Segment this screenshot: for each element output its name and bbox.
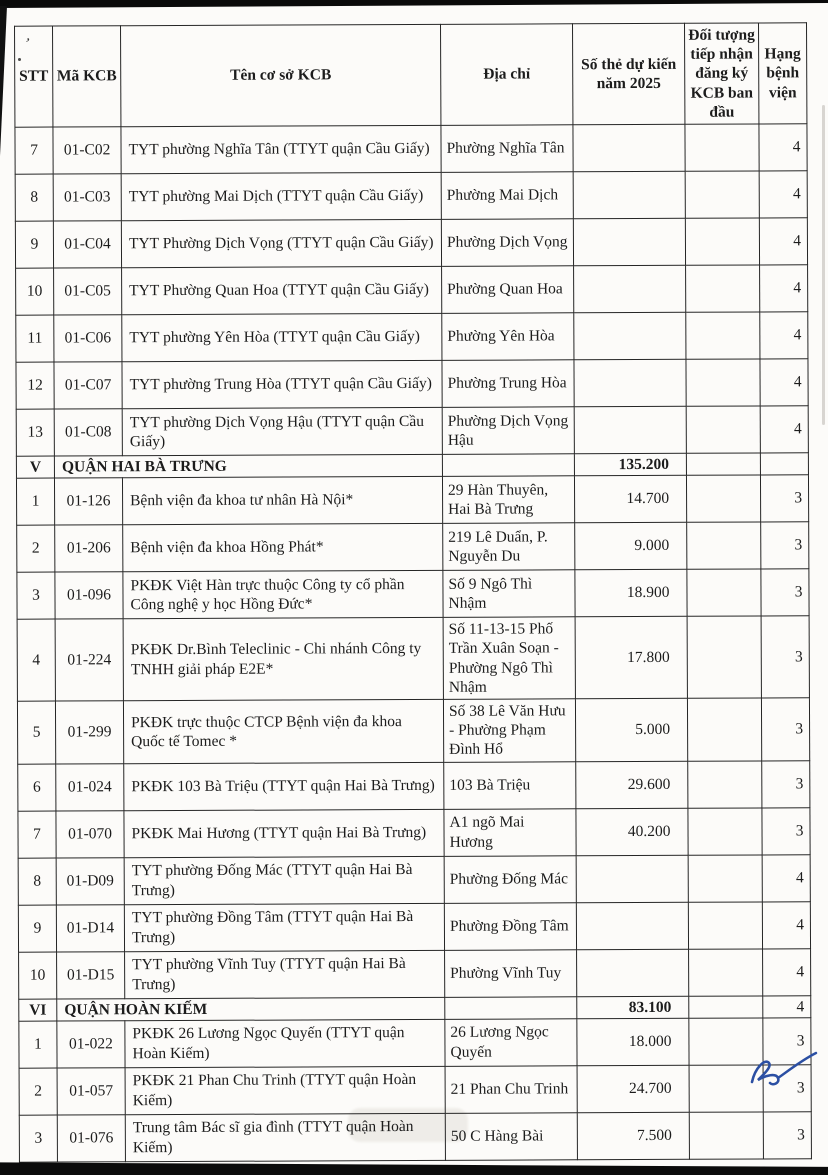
cell-facility-code: 01-224	[55, 619, 123, 701]
cell-subject	[685, 171, 759, 218]
cell-subject	[688, 902, 762, 949]
cell-facility-name: PKĐK 21 Phan Chu Trinh (TTYT quận Hoàn Kiếm)	[125, 1066, 445, 1114]
row-index: 10	[19, 952, 57, 999]
cell-subject	[688, 855, 762, 902]
cell-cards-total: 135.200	[574, 453, 686, 475]
cell-facility-name: TYT Phường Quan Hoa (TTYT quận Cầu Giấy)	[122, 266, 442, 314]
header-hang-benh-vien: Hạng bệnh viện	[758, 23, 806, 124]
header-dia-chi: Địa chỉ	[441, 24, 573, 126]
table-row	[17, 698, 809, 764]
cell-expected-cards: 40.200	[576, 808, 688, 855]
cell-hospital-rank: 4	[763, 995, 811, 1017]
header-ma-kcb: Mã KCB	[53, 26, 121, 127]
table-row	[16, 312, 808, 362]
cell-facility-name: TYT phường Đồng Tâm (TTYT quận Hai Bà Trưng)	[124, 903, 444, 951]
cell-facility-code: 01-126	[54, 478, 122, 525]
row-index: 2	[17, 525, 55, 572]
cell-hospital-rank: 4	[759, 218, 807, 265]
table-row	[16, 265, 808, 315]
table-body	[15, 124, 812, 1162]
table-row	[15, 218, 807, 268]
cell-facility-name: TYT phường Yên Hòa (TTYT quận Cầu Giấy)	[122, 313, 442, 361]
cell-facility-name: TYT phường Đống Mác (TTYT quận Hai Bà Trưng)	[124, 856, 444, 904]
facility-table-sheet	[14, 22, 811, 1162]
cell-facility-code: 01-D15	[57, 951, 125, 998]
cell-hospital-rank	[760, 453, 808, 475]
table-header	[15, 23, 807, 128]
cell-address: A1 ngõ Mai Hương	[444, 808, 576, 856]
cell-facility-code: 01-206	[55, 525, 123, 572]
cell-expected-cards	[573, 124, 685, 171]
cell-address	[445, 996, 577, 1019]
cell-facility-code: 01-024	[56, 763, 124, 810]
table-row	[15, 171, 807, 221]
cell-subject	[686, 265, 760, 312]
table-row	[15, 124, 807, 174]
cell-expected-cards	[574, 312, 686, 359]
cell-facility-code: 01-C02	[53, 127, 121, 174]
cell-expected-cards	[576, 902, 688, 949]
row-index: 1	[16, 478, 54, 525]
cell-expected-cards	[577, 949, 689, 996]
cell-facility-code: 01-C08	[54, 409, 122, 456]
header-ten-co-so: Tên cơ sở KCB	[121, 24, 441, 126]
cell-facility-code: 01-C07	[54, 362, 122, 409]
row-index: 3	[19, 1115, 57, 1162]
cell-facility-name: TYT phường Vĩnh Tuy (TTYT quận Hai Bà Trưng)	[125, 950, 445, 998]
cell-expected-cards	[574, 265, 686, 312]
cell-hospital-rank: 4	[760, 312, 808, 359]
section-index: VI	[19, 999, 57, 1021]
cell-expected-cards: 9.000	[575, 522, 687, 569]
table-row	[19, 1111, 811, 1161]
cell-hospital-rank: 3	[761, 698, 809, 761]
table-row	[16, 359, 808, 409]
cell-address: Phường Nghĩa Tân	[441, 125, 573, 173]
pen-tick-mark: ’	[21, 35, 32, 53]
cell-hospital-rank: 3	[762, 807, 810, 854]
cell-hospital-rank: 3	[760, 475, 808, 522]
cell-subject	[686, 312, 760, 359]
cell-subject	[687, 698, 761, 761]
cell-hospital-rank: 3	[761, 522, 809, 569]
header-doi-tuong: Đối tượng tiếp nhận đăng ký KCB ban đầu	[684, 23, 758, 124]
cell-hospital-rank: 3	[763, 1111, 811, 1158]
cell-address: Phường Mai Dịch	[441, 172, 573, 220]
cell-expected-cards: 14.700	[574, 475, 686, 522]
table-row	[18, 760, 810, 810]
cell-address: 21 Phan Chu Trinh	[445, 1065, 577, 1113]
row-index: 6	[18, 764, 56, 811]
table-row	[18, 807, 810, 857]
cell-facility-code: 01-D09	[56, 857, 124, 904]
cell-hospital-rank: 4	[762, 901, 810, 948]
cell-address: Số 11-13-15 Phố Trần Xuân Soạn - Phường Ngô Thì Nhậm	[443, 617, 575, 699]
cell-facility-name: PKĐK trực thuộc CTCP Bệnh viện đa khoa Quốc tế Tomec *	[123, 699, 443, 763]
cell-subject	[688, 808, 762, 855]
cell-hospital-rank: 3	[761, 616, 809, 698]
cell-facility-name: PKĐK 26 Lương Ngọc Quyến (TTYT quận Hoàn Kiếm)	[125, 1019, 445, 1067]
table-row	[17, 569, 809, 619]
cell-facility-code: 01-076	[57, 1114, 125, 1161]
cell-facility-code: 01-D14	[56, 904, 124, 951]
cell-subject	[685, 218, 759, 265]
table-row	[17, 522, 809, 572]
cell-expected-cards: 5.000	[575, 698, 687, 761]
table-row	[19, 1064, 811, 1114]
cell-subject	[689, 1112, 763, 1159]
cell-hospital-rank: 3	[763, 1064, 811, 1111]
cell-subject	[686, 406, 760, 453]
cell-hospital-rank: 3	[763, 1017, 811, 1064]
cell-facility-code: 01-070	[56, 810, 124, 857]
cell-subject	[685, 124, 759, 171]
table-row	[19, 948, 811, 998]
cell-subject	[686, 475, 760, 522]
cell-facility-name: TYT phường Dịch Vọng Hậu (TTYT quận Cầu Giấy)	[122, 407, 442, 455]
cell-address	[442, 454, 574, 477]
cell-hospital-rank: 4	[759, 171, 807, 218]
cell-expected-cards: 24.700	[577, 1065, 689, 1112]
row-index: 8	[15, 174, 53, 221]
cell-address: 219 Lê Duẩn, P. Nguyễn Du	[443, 523, 575, 571]
cell-facility-name: PKĐK Mai Hương (TTYT quận Hai Bà Trưng)	[124, 809, 444, 857]
cell-address: 103 Bà Triệu	[444, 761, 576, 809]
cell-facility-name: Trung tâm Bác sĩ gia đình (TTYT quận Hoàn Kiếm)	[125, 1113, 445, 1161]
cell-facility-code: 01-C06	[54, 315, 122, 362]
row-index: 5	[17, 701, 55, 764]
table-row	[17, 616, 809, 701]
cell-address: 26 Lương Ngọc Quyến	[445, 1018, 577, 1066]
cell-address: Phường Dịch Vọng Hậu	[442, 407, 574, 455]
row-index: 1	[19, 1021, 57, 1068]
cell-address: Phường Đồng Tâm	[444, 902, 576, 950]
cell-facility-name: TYT phường Trung Hòa (TTYT quận Cầu Giấy)	[122, 360, 442, 408]
section-index: V	[16, 456, 54, 478]
scan-corner-artifact	[0, 6, 7, 156]
row-index: 8	[18, 858, 56, 905]
cell-address: Phường Yên Hòa	[442, 313, 574, 361]
section-title: QUẬN HOÀN KIẾM	[57, 997, 445, 1021]
cell-facility-name: PKĐK 103 Bà Triệu (TTYT quận Hai Bà Trưng)	[124, 762, 444, 810]
cell-facility-code: 01-057	[57, 1067, 125, 1114]
row-index: 4	[17, 619, 55, 701]
cell-subject	[687, 616, 761, 698]
row-index: 2	[19, 1068, 57, 1115]
section-title: QUẬN HAI BÀ TRƯNG	[54, 454, 442, 478]
handwritten-initial-mark	[742, 1046, 820, 1096]
cell-address: Phường Trung Hòa	[442, 360, 574, 408]
header-row	[15, 23, 807, 128]
row-index: 10	[16, 268, 54, 315]
row-index: 11	[16, 315, 54, 362]
cell-address: 50 C Hàng Bài	[445, 1112, 577, 1160]
cell-hospital-rank: 4	[759, 124, 807, 171]
cell-subject	[686, 453, 760, 475]
row-index: 9	[15, 221, 53, 268]
cell-hospital-rank: 4	[763, 948, 811, 995]
cell-hospital-rank: 4	[760, 359, 808, 406]
header-stt: STT	[15, 26, 53, 127]
cell-expected-cards: 29.600	[576, 761, 688, 808]
cell-subject	[687, 522, 761, 569]
cell-expected-cards	[573, 171, 685, 218]
row-index: 12	[16, 362, 54, 409]
cell-address: Phường Quan Hoa	[442, 266, 574, 314]
cell-expected-cards: 18.900	[575, 569, 687, 616]
table-row	[18, 854, 810, 904]
cell-hospital-rank: 4	[760, 406, 808, 453]
row-index: 7	[15, 127, 53, 174]
cell-address: 29 Hàn Thuyên, Hai Bà Trưng	[442, 476, 574, 524]
cell-expected-cards	[573, 218, 685, 265]
row-index: 9	[18, 905, 56, 952]
cell-subject	[689, 949, 763, 996]
cell-address: Phường Dịch Vọng	[441, 219, 573, 267]
cell-facility-name: PKĐK Dr.Bình Teleclinic - Chi nhánh Công ty TNHH giải pháp E2E*	[123, 617, 443, 700]
cell-hospital-rank: 3	[762, 760, 810, 807]
row-index: 13	[16, 409, 54, 456]
cell-subject	[686, 359, 760, 406]
cell-address: Phường Đống Mác	[444, 855, 576, 903]
row-index: 7	[18, 811, 56, 858]
cell-expected-cards	[574, 406, 686, 453]
cell-facility-code: 01-C04	[53, 221, 121, 268]
scan-top-edge-artifact	[0, 0, 828, 8]
cell-address: Phường Vĩnh Tuy	[445, 949, 577, 997]
scan-bottom-edge-artifact	[0, 1161, 828, 1175]
table-row	[19, 1017, 811, 1067]
cell-hospital-rank: 3	[761, 569, 809, 616]
cell-facility-name: PKĐK Việt Hàn trực thuộc Công ty cổ phần Công nghệ y học Hồng Đức*	[123, 570, 443, 618]
cell-facility-code: 01-299	[55, 701, 123, 764]
cell-facility-name: Bệnh viện đa khoa Hồng Phát*	[123, 523, 443, 571]
cell-facility-name: Bệnh viện đa khoa tư nhân Hà Nội*	[122, 476, 442, 524]
facility-table	[14, 22, 812, 1162]
cell-subject	[687, 569, 761, 616]
cell-facility-name: TYT phường Nghĩa Tân (TTYT quận Cầu Giấy)	[121, 125, 441, 173]
table-row	[16, 406, 808, 456]
header-so-the: Số thẻ dự kiến năm 2025	[573, 23, 685, 125]
cell-address: Số 9 Ngô Thì Nhậm	[443, 570, 575, 618]
cell-expected-cards: 7.500	[577, 1112, 689, 1159]
cell-facility-name: TYT Phường Dịch Vọng (TTYT quận Cầu Giấy)	[121, 219, 441, 267]
cell-facility-code: 01-022	[57, 1020, 125, 1067]
cell-cards-total: 83.100	[577, 996, 689, 1018]
cell-facility-code: 01-C05	[54, 268, 122, 315]
cell-facility-code: 01-096	[55, 572, 123, 619]
cell-expected-cards: 17.800	[575, 616, 687, 698]
cell-hospital-rank: 4	[760, 265, 808, 312]
scan-right-smudge	[822, 105, 825, 425]
cell-subject	[689, 996, 763, 1018]
cell-expected-cards: 18.000	[577, 1018, 689, 1065]
cell-hospital-rank: 4	[762, 854, 810, 901]
cell-expected-cards	[576, 855, 688, 902]
table-row	[18, 901, 810, 951]
cell-facility-code: 01-C03	[53, 174, 121, 221]
cell-facility-name: TYT phường Mai Dịch (TTYT quận Cầu Giấy)	[121, 172, 441, 220]
table-row	[16, 475, 808, 525]
row-index: 3	[17, 572, 55, 619]
cell-expected-cards	[574, 359, 686, 406]
cell-address: Số 38 Lê Văn Hưu - Phường Phạm Đình Hổ	[443, 699, 575, 762]
cell-subject	[688, 761, 762, 808]
